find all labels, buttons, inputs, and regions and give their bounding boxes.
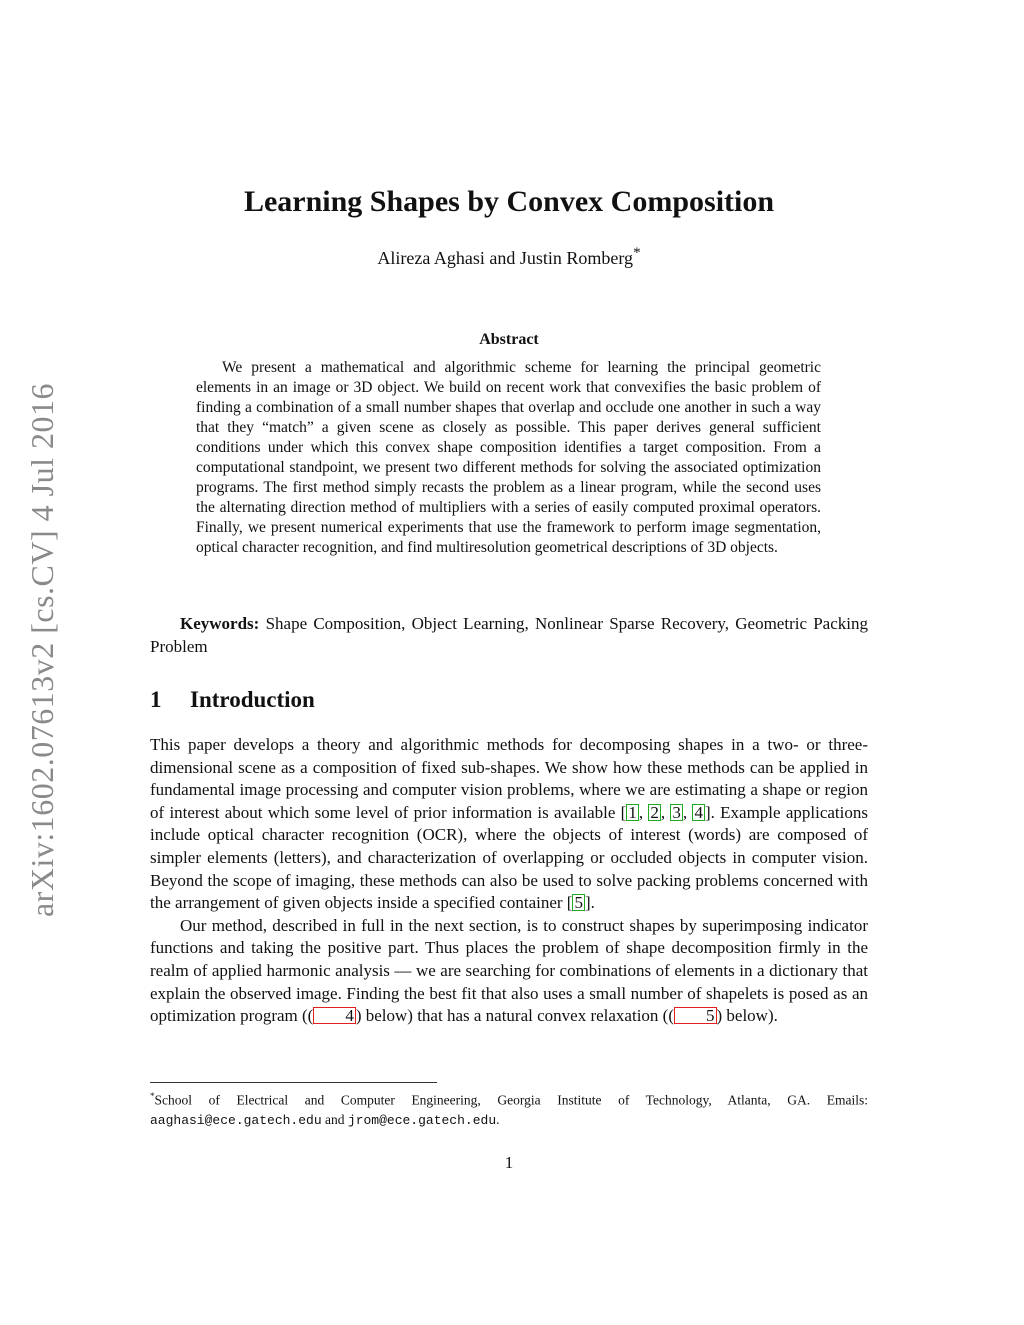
- footnote-mark: *: [150, 1091, 155, 1101]
- citation-link-2[interactable]: 2: [650, 802, 659, 822]
- section-title: Introduction: [190, 687, 315, 712]
- author-names: Alireza Aghasi and Justin Romberg: [377, 248, 634, 268]
- section-heading-introduction: [150, 687, 315, 713]
- intro-p2-text-a: Our method, described in full in the next section, is to construct shapes by superimposing indicator functions and taking the positive part. Thus places the problem of shape decomposition firmly in the realm of applied harmonic analysis — we are searching for combinations of elements in a dictionary that explain the observed image. Finding the best fit that also uses a small number of shapelets is posed as an optimization program ((: [150, 915, 868, 1026]
- arxiv-stamp: arXiv:1602.07613v2 [cs.CV] 4 Jul 2016: [23, 383, 60, 918]
- abstract-text: We present a mathematical and algorithmic scheme for learning the principal geometric elements in an image or 3D object. We build on recent work that convexifies the basic problem of finding a combination of a small number shapes that overlap and occlude one another in such a way that they “match” a given scene as closely as possible. This paper derives general sufficient conditions under which this convex shape composition identifies a target composition. From a computational standpoint, we present two different methods for solving the associated optimization programs. The first method simply recasts the problem as a linear program, while the second uses the alternating direction method of multipliers with a series of easily computed proximal operators. Finally, we present numerical experiments that use the framework to perform image segmentation, optical character recognition, and find multiresolution geometrical descriptions of 3D objects.: [196, 359, 821, 556]
- citation-link-5[interactable]: 5: [574, 893, 583, 913]
- intro-paragraph-2: [150, 915, 868, 1028]
- intro-p1-text-c: ].: [584, 893, 595, 913]
- footnote-end: .: [496, 1111, 500, 1127]
- keywords-label: Keywords:: [180, 614, 260, 633]
- page-number: 1: [504, 1153, 514, 1172]
- intro-p1-text-a: This paper develops a theory and algorithmic methods for decomposing shapes in a two- or three-dimensional scene as a composition of fixed sub-shapes. We show how these methods can be applied in fundamental image processing and computer vision problems, where we are estimating a shape or region of interest about which some level of prior information is available [: [150, 735, 868, 822]
- citation-link-4[interactable]: 4: [694, 802, 703, 822]
- footnote-email-1[interactable]: aaghasi@ece.gatech.edu: [150, 1112, 322, 1128]
- footnote: [150, 1087, 868, 1130]
- intro-p2-text-c: ) below).: [716, 1006, 778, 1026]
- keywords: [150, 613, 868, 658]
- intro-paragraph-1: This paper develops a theory and algorithmic methods for decomposing shapes in a two- or three-dimensional scene as a composition of fixed sub-shapes. We show how these methods can be applied in fundamental image processing and computer vision problems, where we are estimating a shape or region of interest about which some level of prior information is available [ 1 , 2 , 3 , 4 ]. Example applications include optical character recognition (OCR), where the objects of interest (words) are composed of simpler elements (letters), and characterization of overlapping or occluded objects in computer vision. Beyond the scope of imaging, these methods can also be used to solve packing problems concerned with the arrangement of given objects inside a specified container [ 5 ].: [150, 735, 868, 913]
- paper-title: Learning Shapes by Convex Composition: [243, 185, 775, 218]
- authors: [150, 245, 868, 269]
- abstract-heading: Abstract: [479, 331, 539, 348]
- citation-link-3[interactable]: 3: [672, 802, 681, 822]
- footnote-email-2[interactable]: jrom@ece.gatech.edu: [347, 1112, 497, 1128]
- intro-p2-text-b: ) below) that has a natural convex relaxation ((: [355, 1006, 674, 1026]
- author-footnote-mark[interactable]: *: [633, 245, 641, 261]
- citation-link-1[interactable]: 1: [628, 802, 637, 822]
- intro-p1-text-b: ]. Example applications include optical character recognition (OCR), where the objects of interest (words) are composed of simpler elements (letters), and characterization of overlapping or occluded objects in computer vision. Beyond the scope of imaging, these methods can also be used to solve packing problems concerned with the arrangement of given objects inside a specified container [: [150, 802, 868, 913]
- footnote-divider: [150, 1082, 437, 1083]
- equation-link-4[interactable]: 4: [313, 1007, 356, 1024]
- equation-link-5[interactable]: 5: [674, 1007, 717, 1024]
- footnote-text: School of Electrical and Computer Engineering, Georgia Institute of Technology, Atlanta, GA. Emails:: [154, 1092, 868, 1108]
- keywords-text: Shape Composition, Object Learning, Nonlinear Sparse Recovery, Geometric Packing Problem: [150, 614, 868, 656]
- section-number: 1: [150, 687, 162, 712]
- introduction-body: [150, 734, 868, 1028]
- footnote-and: and: [321, 1111, 348, 1127]
